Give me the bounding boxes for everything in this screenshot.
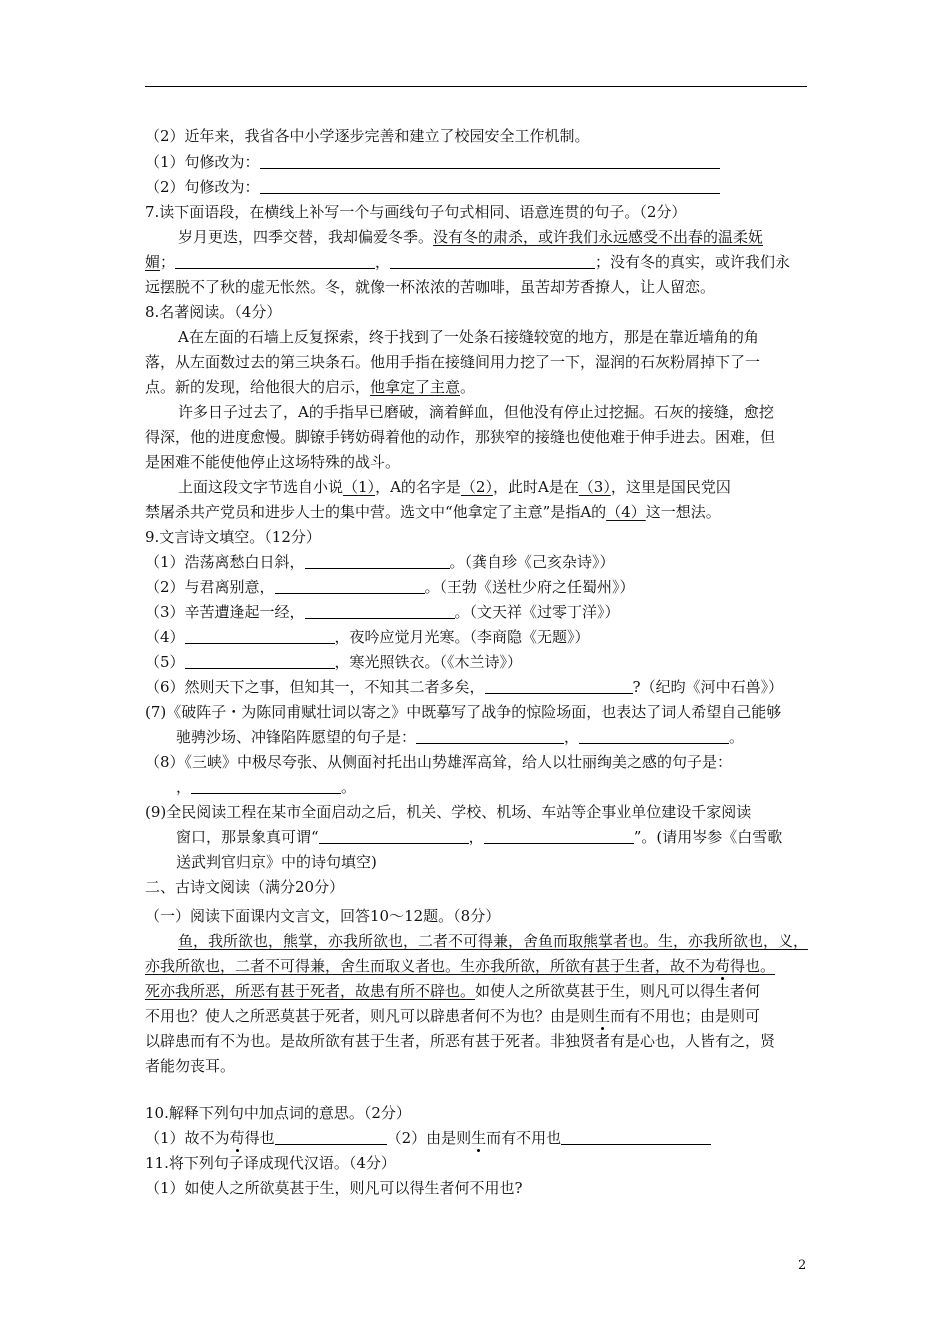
q7-line1-text: 岁月更迭，四季交替，我却偏爱冬季。 — [178, 228, 434, 246]
q6-fix1-label: （1）句修改为： — [145, 153, 260, 171]
q10-item1-blank[interactable] — [275, 1129, 387, 1145]
q9-item9-line1: (9)全民阅读工程在某市全面启动之后，机关、学校、机场、车站等企事业单位建设千家阅读 — [145, 803, 752, 821]
q10-item1-text: （1）故不为 — [145, 1129, 230, 1147]
q7-line2-tail: ；没有冬的真实，或许我们永 — [595, 253, 791, 271]
q7-semicolon: ； — [160, 253, 176, 271]
q7-underlined-end: 媚 — [145, 253, 161, 271]
q8-blank-1[interactable]: （1） — [343, 478, 376, 496]
q9-item7-period: 。 — [729, 728, 745, 746]
q8-p2-line2: 得深，他的进度愈慢。脚镣手铐妨碍着他的动作，那狭窄的接缝也使他难于伸手进去。困难，但 — [145, 428, 776, 446]
q10-item2-blank[interactable] — [561, 1129, 711, 1145]
page-number: 2 — [798, 1258, 807, 1273]
classical-text-line5: 以辟患而有不为也。是故所欲有甚于生者，所恶有甚于死者。非独贤者有是心也，人皆有之，贤 — [145, 1032, 776, 1050]
q9-item2 — [145, 577, 635, 597]
q8-p3-line2 — [145, 502, 721, 522]
q9-item9-blank-b[interactable] — [484, 828, 634, 844]
q9-item8-comma: ， — [176, 778, 192, 796]
q9-item3 — [145, 602, 620, 622]
q8-blank-2[interactable]: （2） — [460, 478, 493, 496]
q8-period: 。 — [460, 378, 476, 396]
q11-title: 11.将下列句子译成现代汉语。（4分） — [145, 1154, 396, 1172]
classical-text-line1 — [178, 931, 808, 951]
q8-p3-text5: 禁屠杀共产党员和进步人士的集中营。选文中“他拿定了主意”是指A的 — [145, 503, 607, 521]
q9-item7-comma: ， — [564, 728, 580, 746]
q10-item1-tail: 得也 — [244, 1129, 275, 1147]
q9-item1 — [145, 552, 615, 572]
classical-dotted-char-gou: 苟 — [715, 957, 731, 975]
q8-blank-4[interactable]: （4） — [606, 503, 646, 521]
q6-fix2-blank[interactable] — [260, 178, 720, 194]
q9-item7-line2 — [176, 727, 744, 747]
q9-item8-blank[interactable] — [191, 778, 341, 794]
classical-text-line4 — [145, 1006, 760, 1026]
q7-line1 — [178, 227, 763, 247]
classical-text-4b: 而有不用也；由是则可 — [610, 1007, 761, 1025]
q6-item2: （2）近年来，我省各中小学逐步完善和建立了校园安全工作机制。 — [145, 127, 590, 145]
q9-title: 9.文言诗文填空。（12分） — [145, 528, 321, 546]
q8-p3-text6: 这一想法。 — [645, 503, 721, 521]
q10-dotted-sheng: 生 — [471, 1129, 487, 1147]
q8-p3-text2: ，A的名字是 — [375, 478, 461, 496]
q8-title: 8.名著阅读。（4分） — [145, 303, 282, 321]
q8-p1-text: 点。新的发现，给他很大的启示， — [145, 378, 371, 396]
q8-underlined-phrase: 他拿定了主意 — [370, 378, 461, 396]
q9-item4 — [145, 627, 590, 647]
q10-title: 10.解释下列句中加点词的意思。（2分） — [145, 1104, 411, 1122]
q9-item9-source: ”。(请用岑参《白雪歌 — [633, 828, 783, 846]
classical-text-4a: 不用也？使人之所恶莫甚于死者，则凡可以辟患者何不为也？由是则 — [145, 1007, 596, 1025]
classical-text-3b: 如使人之所欲莫甚于生，则凡可以得生者何 — [475, 982, 761, 1000]
q7-line3: 远摆脱不了秋的虚无怅然。冬，就像一杯浓浓的苦咖啡，虽苦却芳香撩人，让人留恋。 — [145, 278, 716, 296]
q8-p3-text1: 上面这段文字节选自小说 — [178, 478, 344, 496]
q9-item9-line3: 送武判官归京》中的诗句填空) — [176, 853, 377, 871]
q9-item4-num: （4） — [145, 628, 185, 646]
classical-text-line3 — [145, 981, 760, 1001]
q10-dotted-gou: 苟 — [229, 1129, 245, 1147]
classical-underlined-2a: 亦我所欲也，二者不可得兼，舍生而取义者也。生亦我所欲，所欲有甚于生者，故不为 — [145, 957, 716, 975]
q9-item9-comma: ， — [468, 828, 484, 846]
section2-title: 二、古诗文阅读（满分20分） — [145, 878, 345, 896]
q9-item3-text: （3）辛苦遭逢起一经， — [145, 603, 305, 621]
q9-item2-text: （2）与君离别意， — [145, 578, 275, 596]
q6-fix2-label: （2）句修改为： — [145, 178, 260, 196]
q9-item6 — [145, 677, 783, 697]
q9-item7-line1: (7)《破阵子・为陈同甫赋壮词以寄之》中既摹写了战争的惊险场面，也表达了词人希望自己能够 — [145, 703, 782, 721]
q7-blank-a[interactable] — [175, 253, 375, 269]
q9-item3-source: 。（文天祥《过零丁洋》） — [454, 603, 620, 621]
q9-item6-source: ?（纪昀《河中石兽》） — [632, 678, 784, 696]
q10-item2-text: （2）由是则 — [386, 1129, 472, 1147]
classical-underlined-1: 鱼，我所欲也，熊掌，亦我所欲也，二者不可得兼，舍鱼而取熊掌者也。生，亦我所欲也，义， — [178, 932, 809, 950]
q9-item5-text: ，寒光照铁衣。（《木兰诗》） — [334, 653, 523, 671]
q9-item4-text: ，夜吟应觉月光寒。（李商隐《无题》） — [334, 628, 590, 646]
section2-sub1: （一）阅读下面课内文言文，回答10～12题。（8分） — [145, 907, 501, 925]
q9-item2-source: 。（王勃《送杜少府之任蜀州》） — [424, 578, 635, 596]
q8-p3-text3: ，此时A是在 — [492, 478, 579, 496]
q9-item1-source: 。（龚自珍《己亥杂诗》） — [449, 553, 615, 571]
q7-comma: ， — [375, 253, 391, 271]
q6-fix1 — [145, 152, 720, 172]
q9-item9-line2 — [176, 827, 782, 847]
q7-line2 — [145, 252, 790, 272]
classical-underlined-3: 死亦我所恶，所恶有甚于死者，故患有所不辟也。 — [145, 982, 476, 1000]
q10-items — [145, 1128, 711, 1148]
classical-text-line2 — [145, 956, 775, 976]
classical-underlined-2b: 得也。 — [730, 957, 776, 975]
q11-item1: （1）如使人之所欲莫甚于生，则凡可以得生者何不用也? — [145, 1179, 523, 1197]
classical-text-line6: 者能勿丧耳。 — [145, 1057, 236, 1075]
q8-p1-line1: A在左面的石墙上反复探索，终于找到了一处条石接缝较宽的地方，那是在靠近墙角的角 — [178, 328, 759, 346]
q10-item2-tail: 而有不用也 — [486, 1129, 562, 1147]
q9-item5 — [145, 652, 522, 672]
q8-p3-text4: ，这里是国民党囚 — [610, 478, 731, 496]
q8-p2-line3: 是困难不能使他停止这场特殊的战斗。 — [145, 453, 401, 471]
q9-item1-text: （1）浩荡离愁白日斜， — [145, 553, 305, 571]
q8-p1-line2: 落，从左面数过去的第三块条石。他用手指在接缝间用力挖了一下，湿润的石灰粉屑掉下了一 — [145, 353, 761, 371]
q9-item1-blank[interactable] — [305, 553, 450, 569]
q9-item6-blank[interactable] — [485, 678, 633, 694]
q9-item8-line2 — [176, 777, 356, 797]
q8-p3-line1 — [178, 477, 731, 497]
q9-item8-line1: （8）《三峡》中极尽夸张、从侧面衬托出山势雄浑高耸，给人以壮丽绚美之感的句子是： — [145, 753, 733, 771]
q9-item7-blank-a[interactable] — [416, 728, 564, 744]
q9-item7-text: 驰骋沙场、冲锋陷阵愿望的句子是： — [176, 728, 417, 746]
header-rule — [145, 86, 807, 87]
q9-item9-text: 窗口，那景象真可谓“ — [176, 828, 319, 846]
q9-item9-blank-a[interactable] — [319, 828, 469, 844]
q9-item2-blank[interactable] — [275, 578, 425, 594]
q9-item5-blank[interactable] — [185, 653, 335, 669]
q8-blank-3[interactable]: （3） — [578, 478, 611, 496]
q9-item3-blank[interactable] — [305, 603, 455, 619]
q6-fix2 — [145, 177, 720, 197]
q9-item8-period: 。 — [341, 778, 357, 796]
q8-p1-line3 — [145, 377, 475, 397]
classical-dotted-char-sheng: 生 — [595, 1007, 611, 1025]
q6-fix1-blank[interactable] — [260, 153, 720, 169]
q8-p2-line1: 许多日子过去了，A的手指早已磨破，滴着鲜血，但他没有停止过挖掘。石灰的接缝，愈挖 — [178, 403, 774, 421]
q9-item7-blank-b[interactable] — [579, 728, 729, 744]
q7-title: 7.读下面语段，在横线上补写一个与画线句子句式相同、语意连贯的句子。（2分） — [145, 203, 687, 221]
q7-blank-b[interactable] — [390, 253, 595, 269]
q9-item4-blank[interactable] — [185, 628, 335, 644]
q9-item6-text: （6）然则天下之事，但知其一，不知其二者多矣， — [145, 678, 485, 696]
q9-item5-num: （5） — [145, 653, 185, 671]
q7-underlined-sentence: 没有冬的肃杀，或许我们永远感受不出春的温柔妩 — [433, 228, 764, 246]
